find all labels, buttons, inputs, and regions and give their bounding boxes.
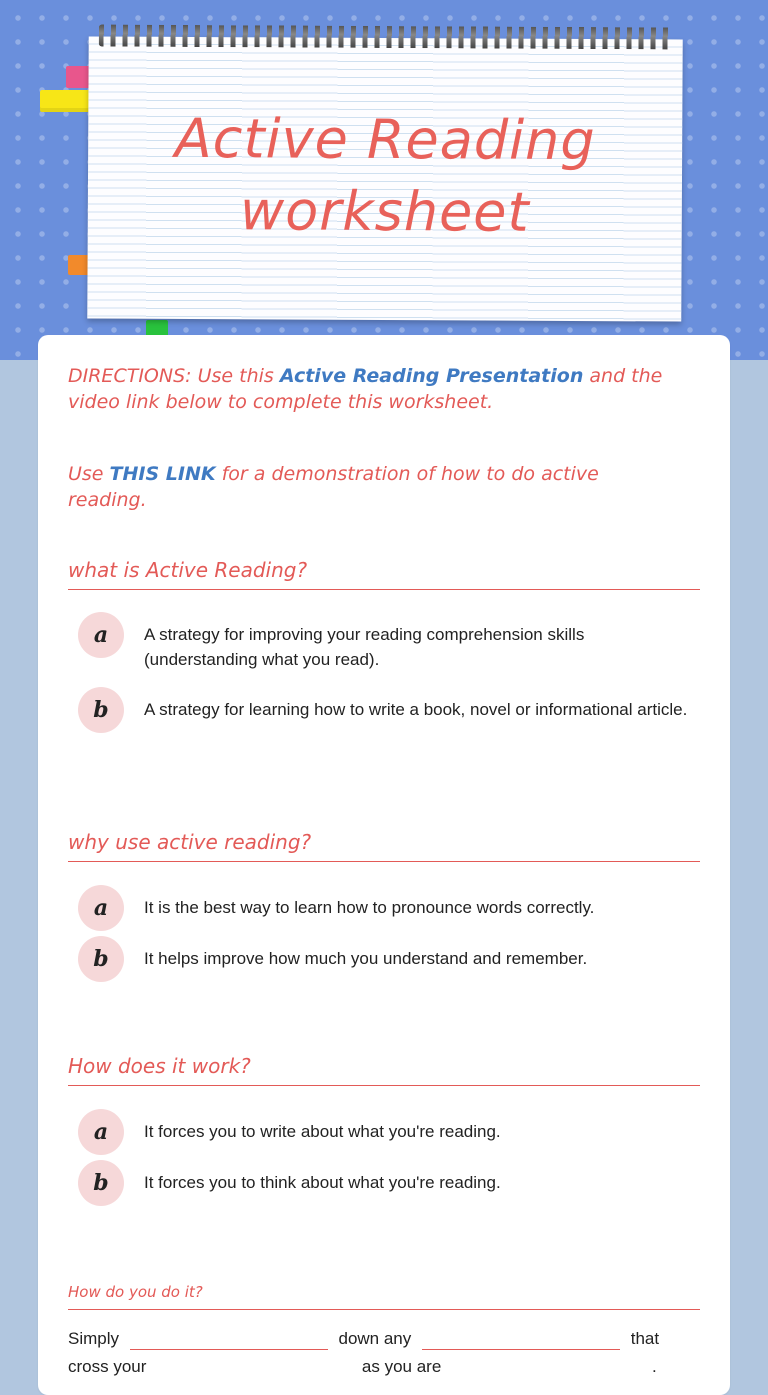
notepad [87, 36, 682, 321]
option-text: It helps improve how much you understand and remember. [144, 949, 588, 968]
demo-suffix: for a demonstration of how to do active reading. [68, 463, 599, 511]
question-title: why use active reading? [68, 829, 700, 862]
fill-word: . [652, 1357, 657, 1376]
blank-input[interactable] [151, 1358, 357, 1378]
option-letter[interactable]: a [78, 612, 124, 658]
directions-text [68, 363, 668, 415]
option-b[interactable] [78, 687, 698, 747]
directions-suffix: and the video link below to complete this worksheet. [68, 365, 663, 413]
option-text: It forces you to think about what you're reading. [144, 1173, 501, 1192]
header-banner [0, 0, 768, 360]
spiral-binding [99, 24, 673, 49]
option-letter[interactable]: a [78, 1109, 124, 1155]
option-text: It forces you to write about what you're reading. [144, 1122, 501, 1141]
question-title: How does it work? [68, 1053, 700, 1086]
option-text: It is the best way to learn how to pronounce words correctly. [144, 898, 595, 917]
page-title [88, 102, 683, 249]
option-a[interactable] [78, 1109, 698, 1155]
fill-word: down any [338, 1329, 412, 1348]
option-letter[interactable]: b [78, 687, 124, 733]
fill-word: Simply [68, 1329, 120, 1348]
fill-in-sentence [68, 1325, 700, 1381]
option-letter[interactable]: b [78, 936, 124, 982]
demo-prefix: Use [68, 463, 110, 485]
blank-input[interactable] [130, 1329, 328, 1350]
option-letter[interactable]: a [78, 885, 124, 931]
worksheet-card [38, 335, 730, 1395]
title-line-1: Active Reading [174, 106, 596, 173]
fill-word: cross your [68, 1357, 147, 1376]
option-a[interactable] [78, 885, 698, 931]
option-a[interactable] [78, 612, 698, 672]
option-letter[interactable]: b [78, 1160, 124, 1206]
directions-prefix: DIRECTIONS: Use this [68, 365, 280, 387]
question-title: How do you do it? [68, 1281, 700, 1310]
blank-input[interactable] [446, 1358, 652, 1378]
option-b[interactable] [78, 936, 698, 982]
demo-text [68, 461, 668, 513]
presentation-link[interactable]: Active Reading Presentation [279, 365, 584, 387]
option-text: A strategy for improving your reading comprehension skills (understanding what you read). [144, 625, 585, 669]
fill-word: that [630, 1329, 660, 1348]
question-title: what is Active Reading? [68, 557, 700, 590]
option-b[interactable] [78, 1160, 698, 1206]
pink-tab [66, 66, 90, 88]
fill-word: as you are [361, 1357, 442, 1376]
blank-input[interactable] [422, 1329, 620, 1350]
title-line-2: worksheet [239, 179, 530, 244]
yellow-tab [40, 90, 90, 112]
demo-link[interactable]: THIS LINK [109, 463, 216, 485]
option-text: A strategy for learning how to write a book, novel or informational article. [144, 700, 688, 719]
